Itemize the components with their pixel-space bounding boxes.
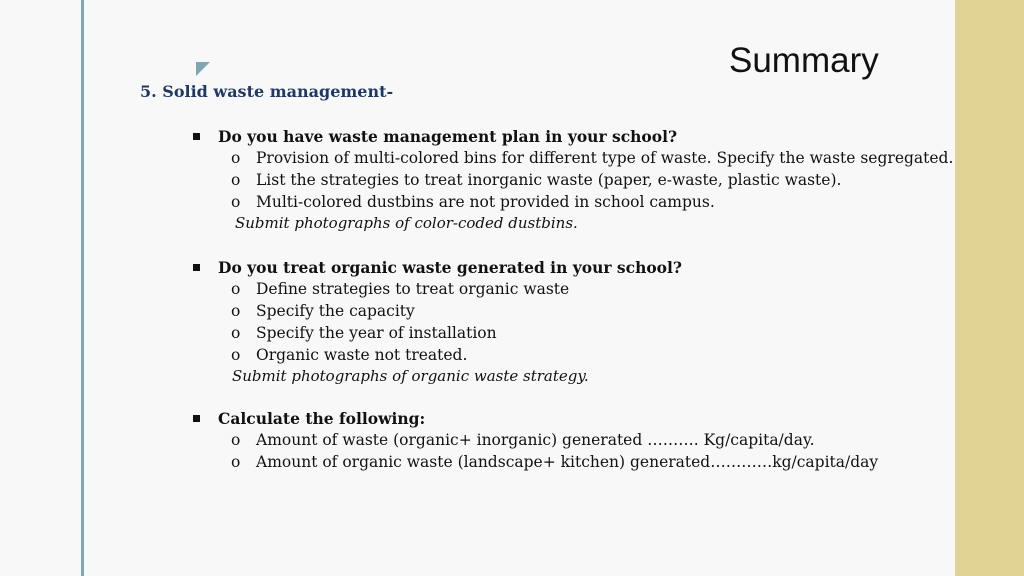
left-accent-line — [81, 0, 84, 576]
question-text: Calculate the following: — [218, 409, 426, 428]
option-text: Specify the year of installation — [256, 324, 497, 342]
option-marker: o — [231, 302, 241, 320]
photo-note: Submit photographs of color-coded dustbins. — [235, 214, 578, 232]
square-bullet-icon — [193, 264, 200, 271]
photo-note: Submit photographs of organic waste strategy. — [232, 367, 589, 385]
option-marker: o — [231, 324, 241, 342]
question-text: Do you have waste management plan in your school? — [218, 127, 678, 146]
option-marker: o — [231, 193, 241, 211]
option-marker: o — [231, 346, 241, 364]
option-text: Amount of waste (organic+ inorganic) generated ………. Kg/capita/day. — [256, 431, 815, 449]
option-marker: o — [231, 149, 241, 167]
corner-triangle-icon — [196, 62, 210, 76]
slide-title: Summary — [729, 41, 879, 80]
option-text: Amount of organic waste (landscape+ kitchen) generated…………kg/capita/day — [256, 453, 879, 471]
question-text: Do you treat organic waste generated in your school? — [218, 258, 682, 277]
option-text: List the strategies to treat inorganic waste (paper, e-waste, plastic waste). — [256, 171, 842, 189]
section-heading: 5. Solid waste management- — [140, 82, 394, 101]
right-accent-band — [955, 0, 1024, 576]
option-text: Define strategies to treat organic waste — [256, 280, 570, 298]
option-text: Provision of multi-colored bins for different type of waste. Specify the waste segregated. — [256, 149, 954, 167]
square-bullet-icon — [193, 415, 200, 422]
option-marker: o — [231, 453, 241, 471]
option-marker: o — [231, 171, 241, 189]
option-text: Organic waste not treated. — [256, 346, 468, 364]
option-marker: o — [231, 280, 241, 298]
option-text: Specify the capacity — [256, 302, 415, 320]
option-marker: o — [231, 431, 241, 449]
option-text: Multi-colored dustbins are not provided in school campus. — [256, 193, 715, 211]
square-bullet-icon — [193, 133, 200, 140]
